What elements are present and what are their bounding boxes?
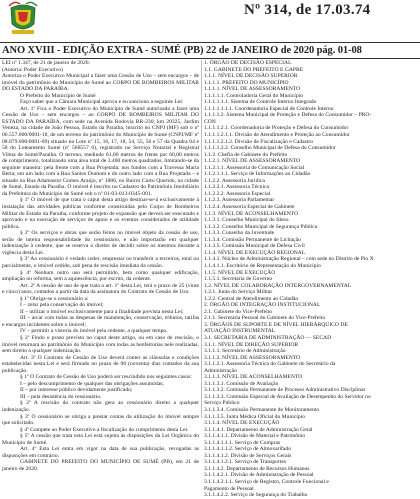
structure-item-paragraph: 1.1.2.2.2. Assessoria Especial xyxy=(204,190,271,197)
structure-item-paragraph: Serviço Público xyxy=(204,400,240,407)
structure-item-paragraph: 3.1.1.4.2. Departamento de Recursos Humanos xyxy=(204,465,310,472)
law-text-paragraph: § 2º Os serviços e obras que serão feitos no imóvel objeto da cessão de uso, serão de inteira responsabilidade do cessionário, e não importarão em qualquer indenização à cedente, que se reserva o direito de decidir sobre os mesmos durante a vigência desta Lei. xyxy=(2,230,199,256)
law-text-paragraph: § 2º Findo o prazo previsto no caput deste artigo, ou em caso de rescisão, o imóvel retornará ao patrimônio do Município com todas as benfeitorias nele realizadas, sem direito a qualquer indenização. xyxy=(2,334,199,355)
structure-item-paragraph: 1.1.3.3. Conselho da Juventude xyxy=(204,230,275,237)
structure-item-paragraph: 3.1.1.4.1.1.2. Serviço de Almoxarifado xyxy=(204,446,291,453)
law-text-paragraph: Art. 4º Esta Lei entra em vigor na data de sua publicação, revogadas as disposições em contrário. xyxy=(2,446,199,459)
structure-item-paragraph: 1.1.2.2. Assessoria Jurídica xyxy=(204,177,265,184)
structure-item-paragraph: 1.1.2.1. NÍVEL DE ASSESSORAMENTO xyxy=(204,158,301,165)
law-text-paragraph: IV – permitir a vistoria do imóvel pela cedente, a qualquer tempo. xyxy=(20,328,168,335)
structure-item-paragraph: Administração xyxy=(204,367,237,374)
structure-item-paragraph: 1.1.4.1.1. Escritório de Representação do Município xyxy=(204,262,321,269)
structure-item-paragraph: 3.1.1.4.2.1.1. Serviço de Registro, Controle Funcional e xyxy=(204,479,329,485)
law-text-paragraph: I – pelo descumprimento de qualquer das obrigações assumidas; xyxy=(20,380,164,387)
structure-item-paragraph: 1.1. GABINETE DO PREFEITO E GAPRE xyxy=(204,66,304,73)
structure-item-paragraph: ATUAÇÃO INSTRUMENTAL xyxy=(204,328,276,335)
structure-item-paragraph: 3.1.1.3.3. Comissão Especial de Avaliação de Desempenho do Servidor no xyxy=(204,393,371,400)
structure-item-paragraph: 1.1.2.1.1.1. Serviço de Informações ao Cidadão xyxy=(204,171,311,178)
left-column xyxy=(2,60,199,472)
edition-line: ANO XVIII - EDIÇÃO EXTRA - SUMÉ (PB) 22 de JANEIRO de 2020 pág. 01-08 xyxy=(2,45,362,56)
masthead xyxy=(0,0,420,44)
structure-item-paragraph: 2. ÓRGÃO DE INTEGRAÇÃO INSTITUCIONAL xyxy=(204,302,321,309)
law-text-paragraph: § 3º O cessionário se obriga a prestar contas da utilização do imóvel sempre que solicitado. xyxy=(2,413,199,427)
structure-item-paragraph: 1.1.1.1.1.1.1. Coordenadoria Especial de Controle Interno xyxy=(204,105,334,112)
structure-item-paragraph: 1.1.1.1. NÍVEL DE ASSESSORAMENTO xyxy=(204,86,301,93)
structure-item-paragraph: 3.1.1.1. Secretário de Administração xyxy=(204,348,286,355)
structure-item-paragraph: 1.1.2.1.1. Assessoria de Comunicação Social xyxy=(204,164,305,171)
structure-item-paragraph: 3.1.1.4.2.1. Divisão de Administração de Pessoal xyxy=(204,472,314,479)
law-text-paragraph: I – zelar pela conservação do imóvel; xyxy=(20,302,104,309)
structure-item-paragraph: 3.1.1.3.4. Comissão Permanente de Monitoramento xyxy=(204,406,320,413)
right-column xyxy=(204,60,418,499)
structure-item-paragraph: 1.1.1.1.2.1.1. Divisão de Atendimento e Proteção ao Consumidor xyxy=(204,132,350,139)
law-text-paragraph: § 5º A cessão que trata esta Lei está sujeita às disposições da Lei Orgânica do Município de Sumé. xyxy=(2,433,199,446)
law-text-paragraph: Art. 1º Fica o Poder Executivo do Município de Sumé autorizado a fazer uma Cessão de Uso – sem encargos – ao CORPO DE BOMBEIROS MILITAR DO ESTADO DA PARAÍBA, com sede na Avenida Rodovia BR-230, km 20325, Jardim Veneza, na cidade de João Pessoa, Estado da Paraíba, inscrito no CNPJ (MF) sob o nº 06.557.000/0001-18, de um terreno do patrimônio do Município de Sumé (CNPJ/MF nº 08.879.000/0001-09) situado no Lote nº 15, 16, 17, 18, 54, 55, 56 e 57 da Quadra 04 e 58 do Loteamento Sumé (nº 560557 0), registrado no Serviço Notarial e Registral Vilma de Sumé/Paraíba. O terreno, medindo 81,00 metros de frente por 60,00 metros de comprimento, totalizando uma área total de 3.400 metros quadrados, limitando-se da seguinte maneira: pela frente com a Rua Projetada; nos fundos com a Travessa Maria Berta; em um lado com a Rua Santos Dumont e do outro lado com a Rua Projetada – e situado na Rua Adamastor Gomes Araújo, nº 1886, no Bairro Curto Querido, na cidade de Sumé, Estado da Paraíba. O imóvel é inscrito no Cadastro do Patrimônio Imobiliário da Prefeitura do Município de Sumé sob o nº 01-03-013-0345-001. xyxy=(2,105,199,197)
law-text-paragraph: Faço saber que a Câmara Municipal aprova e eu sanciono a seguinte Lei: xyxy=(20,99,184,106)
structure-item-paragraph: 1.1.1.1.1.1. Sistema de Controle Interno Integrado xyxy=(204,99,317,106)
structure-item-paragraph: 1.1.3.5. Comissão Municipal de Defesa Civil xyxy=(204,243,305,250)
structure-item-paragraph: 1.1.2.3. Assessoria Parlamentar xyxy=(204,197,275,204)
structure-item-paragraph: Pagamento de Pessoal xyxy=(204,485,254,492)
structure-item-paragraph: 3.1.1.3.2. Comissão Permanente de Processo Administrativo Disciplinar xyxy=(204,387,366,394)
structure-item-paragraph: 3.1.1.4.1.1. Divisão de Material e Patrimônio xyxy=(204,433,306,440)
structure-item-paragraph: 3.1.1.3.1. Comissão de Avaliação xyxy=(204,380,279,387)
structure-item-paragraph: 1.2.1. Junta do Serviço Militar xyxy=(204,289,273,296)
law-text-paragraph: Art. 2º A cessão de uso de que trata o art. 1º desta Lei, terá o prazo de 25 (vinte e cinco) anos, contados a partir da data da assinatura do Contrato de Cessão de Uso. xyxy=(2,282,199,296)
structure-item-paragraph: 1.1.1.1.2. Sistema Municipal de Proteção e Defesa do Consumidor – PRO- xyxy=(204,112,372,119)
law-text-paragraph: (Autoria: Poder Executivo) xyxy=(2,66,63,73)
law-text-paragraph: III – pela desistência do cessionário. xyxy=(20,393,102,400)
structure-item-paragraph: 1.1.4. NÍVEL DE EXECUÇÃO REGIONAL xyxy=(204,249,306,256)
law-text-paragraph: LEI nº 1.347, de 21 de janeiro de 2020. xyxy=(2,60,90,66)
structure-item-paragraph: 1.1.5. NÍVEL DE EXECUÇÃO xyxy=(204,269,276,276)
law-text-paragraph: § 1º O Contrato de Cessão de Uso poderá ser rescindido nos seguintes casos: xyxy=(20,374,192,381)
structure-item-paragraph: 2.1.1. Secretaria Pessoal do Gabinete do Vice-Prefeito xyxy=(204,315,326,322)
structure-item-paragraph: 1.1.1.1. PREFEITO DO MUNICÍPIO xyxy=(204,79,289,86)
structure-item-paragraph: 1.1.3.2. Conselho Municipal de Segurança Pública xyxy=(204,223,318,230)
structure-item-paragraph: 1.1.1.1.2.1.2. Divisão de Fiscalização e Cadastro xyxy=(204,138,314,145)
coat-of-arms-logo xyxy=(6,0,40,36)
law-text-paragraph: III – arcar com todas as despesas de manutenção, conservação, tributos, tarifas e encargos incidentes sobre o imóvel; xyxy=(2,315,199,328)
law-text-paragraph: Art. 3º O Contrato de Cessão de Uso deverá conter as cláusulas e condições estabelecidas nesta Lei e será firmado no prazo de 90 (noventa) dias contados da sua publicação. xyxy=(2,354,199,374)
law-text-paragraph: § 1º O imóvel de que trata o caput desta artigo destinar-se-á exclusivamente à instalação das atividades públicas conforme constituídas pelo Corpo de Bombeiros Militar do Estado da Paraíba, conforme projeto de expansão que deverá ser executado e aprovado e na execução de serviços de apoio e os eventos considerados de utilidade pública. xyxy=(2,197,199,230)
law-text-paragraph: II – por interesse público devidamente justificado; xyxy=(20,387,133,394)
law-text-paragraph: II – utilizar o imóvel exclusivamente para a finalidade prevista nesta Lei; xyxy=(20,308,184,315)
law-text-paragraph: § 4º Nenhum outro uso será permitido, bem como qualquer edificação, ampliação ou reforma, sem a aquiescência, por escrito, da cedente. xyxy=(2,269,199,283)
structure-item-paragraph: 1. ÓRGÃO DE DECISÃO ESPECIAL xyxy=(204,60,292,66)
column-divider xyxy=(201,60,202,418)
structure-item-paragraph: 1.2.2. Central de Atendimento ao Cidadão xyxy=(204,295,299,302)
structure-item-paragraph: 1.1.2.2.1. Assessoria Técnica xyxy=(204,184,269,191)
structure-item-paragraph: 3.1.1.3. NÍVEL DE ACONSELHAMENTO xyxy=(204,374,303,381)
structure-item-paragraph: 1.1.2.4. Assessoria Especial de Gabinete xyxy=(204,204,295,211)
structure-item-paragraph: 2.1. Gabinete do Vice-Prefeito xyxy=(204,308,273,315)
structure-item-paragraph: 1.1.1.1.2.2. Conselho Municipal de Defesa do Consumidor xyxy=(204,145,336,152)
structure-item-paragraph: 3.1. SECRETARIA DE ADMINISTRAÇÃO — SECAD xyxy=(204,334,332,341)
structure-item-paragraph: 3.1.1.2. NÍVEL DE ASSESSORAMENTO xyxy=(204,354,301,361)
law-text-paragraph: Autoriza o Poder Executivo Municipal a fazer uma Cessão de Uso – sem encargos – de imóvel do patrimônio do Município de Sumé ao CORPO DE BOMBEIROS MILITAR DO ESTADO DA PARAÍBA. xyxy=(2,73,199,93)
structure-item-paragraph: 3.1.1.4.1.2.1. Serviço de Transportes xyxy=(204,459,287,466)
structure-item-paragraph: 3.1.1.4.2.2. Serviço de Segurança do Trabalho xyxy=(204,492,308,499)
law-text-paragraph: § 2º A rescisão do contrato não gera ao cessionário direito a qualquer indenização. xyxy=(2,400,199,413)
law-text-paragraph: § 3º Ao cessionário é vedado ceder, emprestar ou transferir a terceiros, total ou parcialmente, o imóvel cedido, sob pena de rescisão imediata da cessão. xyxy=(2,256,199,269)
structure-item-paragraph: 3.1.1.3.5. Junta Médica Oficial do Município xyxy=(204,413,305,420)
law-text-paragraph: § 1º Obriga-se o cessionário a: xyxy=(20,295,89,302)
structure-item-paragraph: 1.1.5.1. Secretaria de Governo xyxy=(204,276,273,283)
structure-item-paragraph: 3.1.1. NÍVEL DE DIREÇÃO SUPERIOR xyxy=(204,341,299,348)
structure-item-paragraph: 1.1.3.1. Conselho Municipal do Idoso xyxy=(204,217,289,224)
structure-item-paragraph: 3.1.1.4.1. Departamento de Administração Geral xyxy=(204,426,313,433)
structure-item-paragraph: 3.1.1.4. NÍVEL DE EXECUÇÃO xyxy=(204,420,280,427)
structure-item-paragraph: 1.1.2. Chefia de Gabinete do Prefeito xyxy=(204,151,288,158)
structure-item-paragraph: 1.1.4.1. Núcleo de Administração Regional – com sede no Distrito de Pio X xyxy=(204,256,374,263)
structure-item-paragraph: 3.1.1.4.1.2. Divisão de Serviços Gerais xyxy=(204,452,292,459)
structure-item-paragraph: CON xyxy=(204,118,216,125)
law-text-paragraph: O Prefeito do Município de Sumé xyxy=(20,92,96,99)
structure-item-paragraph: 1.2. NÍVEL DE COLABORAÇÃO INTERGOVERNAMENTAL xyxy=(204,282,352,289)
law-number: Nº 314, de 17.03.74 xyxy=(244,2,371,18)
law-text-paragraph: GABINETE DO PREFEITO DO MUNICÍPIO DE SUMÉ (PB), em 21 de janeiro de 2020. xyxy=(2,459,199,472)
structure-item-paragraph: 3.1.1.4.1.1.1. Serviço de Compras xyxy=(204,439,281,446)
structure-item-paragraph: 1.1.1.1.2.1. Coordenadoria de Proteção e Defesa do Consumidor xyxy=(204,125,349,132)
structure-item-paragraph: 1.1.3.4. Comissão Permanente de Licitação xyxy=(204,236,301,243)
structure-item-paragraph: 3.1.1.2.1. Assessoria Técnica do Gabinete do Secretário da xyxy=(204,361,336,368)
structure-item-paragraph: 1.1.1.1.1. Controladoria Geral do Município xyxy=(204,92,303,99)
structure-item-paragraph: 3. ÓRGÃOS DE SUPORTE E DE NÍVEL HIERÁRQUICO DE xyxy=(204,321,348,328)
structure-item-paragraph: 1.1.3. NÍVEL DE ACONSELHAMENTO xyxy=(204,210,299,217)
law-text-paragraph: § 4º Compete ao Poder Executivo a fiscalização do cumprimento desta Lei. xyxy=(20,426,189,433)
structure-item-paragraph: 1.1.1. NÍVEL DE DECISÃO SUPERIOR xyxy=(204,73,298,80)
